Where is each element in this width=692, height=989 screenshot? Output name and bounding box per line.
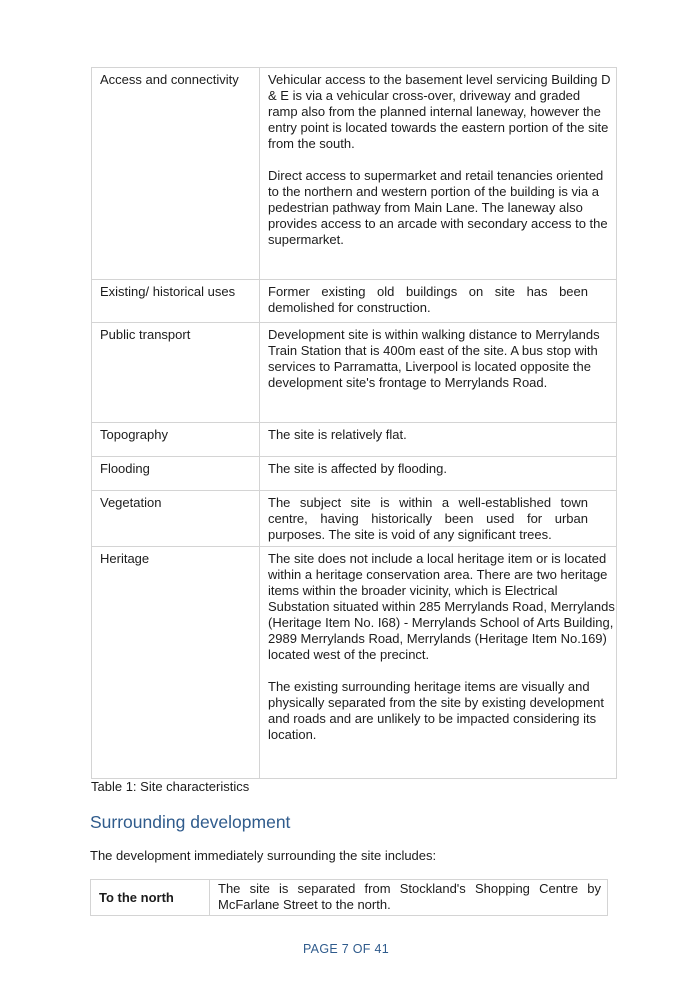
intro-paragraph: The development immediately surrounding the site includes: (90, 848, 437, 863)
row-description (260, 423, 617, 457)
table-row (92, 68, 617, 280)
table-row (92, 423, 617, 457)
paragraph: The existing surrounding heritage items are visually and physically separated from the site by existing development and roads and are unlikely to be impacted considering its location. (268, 679, 605, 742)
row-label: Heritage (92, 547, 260, 779)
table-row (91, 880, 608, 916)
table-caption: Table 1: Site characteristics (91, 779, 250, 794)
row-description (260, 68, 617, 280)
paragraph: Development site is within walking distance to Merrylands Train Station that is 400m east of the site. A bus stop with services to Parramatta, Liverpool is located opposite the development site's frontage to Merrylands Road. (268, 327, 600, 390)
table-row (92, 457, 617, 491)
table-row (92, 547, 617, 779)
paragraph: Direct access to supermarket and retail tenancies oriented to the northern and western portion of the building is via a pedestrian pathway from Main Lane. The laneway also provides access to an arcade with secondary access to the supermarket. (268, 168, 608, 247)
row-label: Topography (92, 423, 260, 457)
paragraph: Former existing old buildings on site has been demolished for construction. (268, 284, 588, 315)
paragraph: The subject site is within a well-established town centre, having historically been used for urban purposes. The site is void of any significant trees. (268, 495, 588, 542)
row-label: Access and connectivity (92, 68, 260, 280)
direction-description: The site is separated from Stockland's Shopping Centre by McFarlane Street to the north. (210, 880, 608, 916)
section-heading: Surrounding development (90, 812, 291, 832)
page-number: PAGE 7 OF 41 (302, 942, 390, 956)
paragraph: Vehicular access to the basement level servicing Building D & E is via a vehicular cross-over, driveway and graded ramp also from the planned internal laneway, however the entry point is located towards the eastern portion of the site from the south. (268, 72, 611, 151)
table-row (92, 491, 617, 547)
surrounding-development-table (90, 879, 608, 916)
row-description (260, 491, 617, 547)
row-description (260, 280, 617, 323)
row-label: Public transport (92, 323, 260, 423)
paragraph: The site does not include a local heritage item or is located within a heritage conservation area. There are two heritage items within the broader vicinity, which is Electrical Substation situated within 285 Merrylands Road, Merrylands (Heritage Item No. I68) - Merrylands School of Arts Building, 2989 Merrylands Road, Merrylands (Heritage Item No.169) located west of the precinct. (268, 551, 615, 662)
paragraph: The site is affected by flooding. (268, 461, 447, 476)
row-description (260, 323, 617, 423)
paragraph: The site is relatively flat. (268, 427, 407, 442)
table-row (92, 280, 617, 323)
row-label: Existing/ historical uses (92, 280, 260, 323)
site-characteristics-table (91, 67, 617, 779)
row-label: Flooding (92, 457, 260, 491)
table-row (92, 323, 617, 423)
row-label: Vegetation (92, 491, 260, 547)
direction-label: To the north (91, 880, 210, 916)
row-description (260, 457, 617, 491)
row-description (260, 547, 617, 779)
